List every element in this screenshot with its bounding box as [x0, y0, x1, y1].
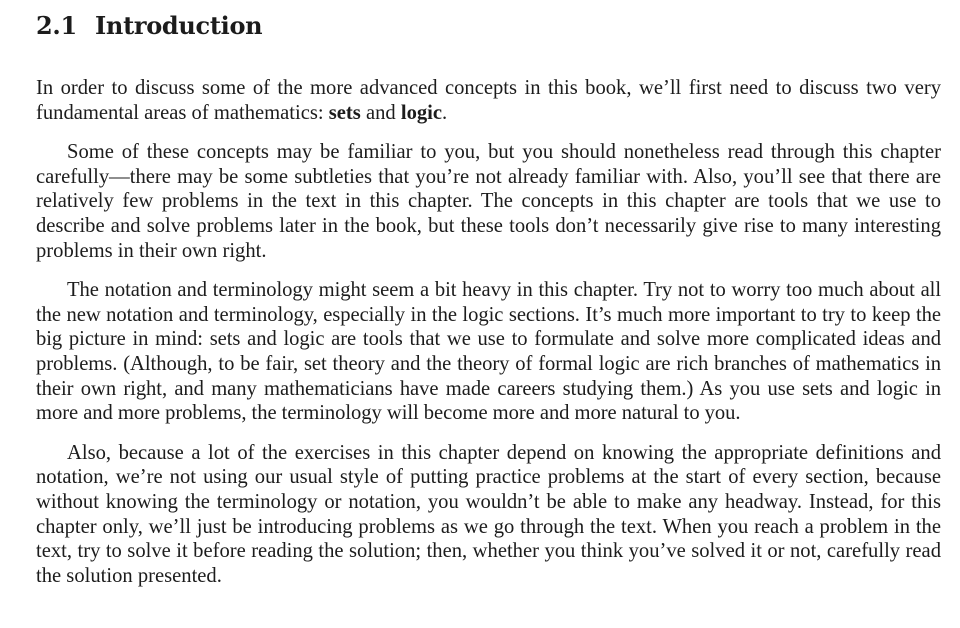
paragraph-spacer: [36, 426, 941, 441]
paragraph-intro: [36, 76, 941, 125]
paragraph-text: .: [442, 101, 448, 124]
paragraph-text: and: [360, 101, 401, 124]
term-logic: logic: [400, 101, 443, 124]
section-number: 2.1: [36, 11, 77, 40]
paragraph-text: In order to discuss some of the more advanced concepts in this book, we’ll first need to discuss two very fundamental areas of mathematics:: [36, 77, 941, 124]
paragraph-exercises: Also, because a lot of the exercises in this chapter depend on knowing the appropriate definitions and notation, we’re not using our usual style of putting practice problems at the start of every section, because without knowing the terminology or notation, you wouldn’t be able to make any headway. Instead, for this chapter only, we’ll just be introducing problems as we go through the text. When you reach a problem in the text, try to solve it before reading the solution; then, whether you think you’ve solved it or not, carefully read the solution presented.: [36, 441, 941, 587]
section-title: Introduction: [95, 11, 263, 40]
paragraph-familiarity: Some of these concepts may be familiar to you, but you should nonetheless read through this chapter carefully—there may be some subtleties that you’re not already familiar with. Also, you’ll see that there are relatively few problems in the text in this chapter. The concepts in this chapter are tools that we use to describe and solve problems later in the book, but these tools don’t necessarily give rise to many interesting problems in their own right.: [36, 141, 941, 262]
term-sets: sets: [328, 101, 361, 124]
body-text: [36, 76, 941, 588]
paragraph-notation: The notation and terminology might seem a bit heavy in this chapter. Try not to worry too much about all the new notation and terminology, especially in the logic sections. It’s much more important to try to keep the big picture in mind: sets and logic are tools that we use to formulate and solve more complicated ideas and problems. (Although, to be fair, set theory and the theory of formal logic are rich branches of mathematics in their own right, and many mathematicians have made careers studying them.) As you use sets and logic in more and more problems, the terminology will become more and more natural to you.: [36, 279, 941, 425]
paragraph-spacer: [36, 263, 941, 278]
section-heading: [36, 8, 262, 44]
paragraph-spacer: [36, 125, 941, 140]
